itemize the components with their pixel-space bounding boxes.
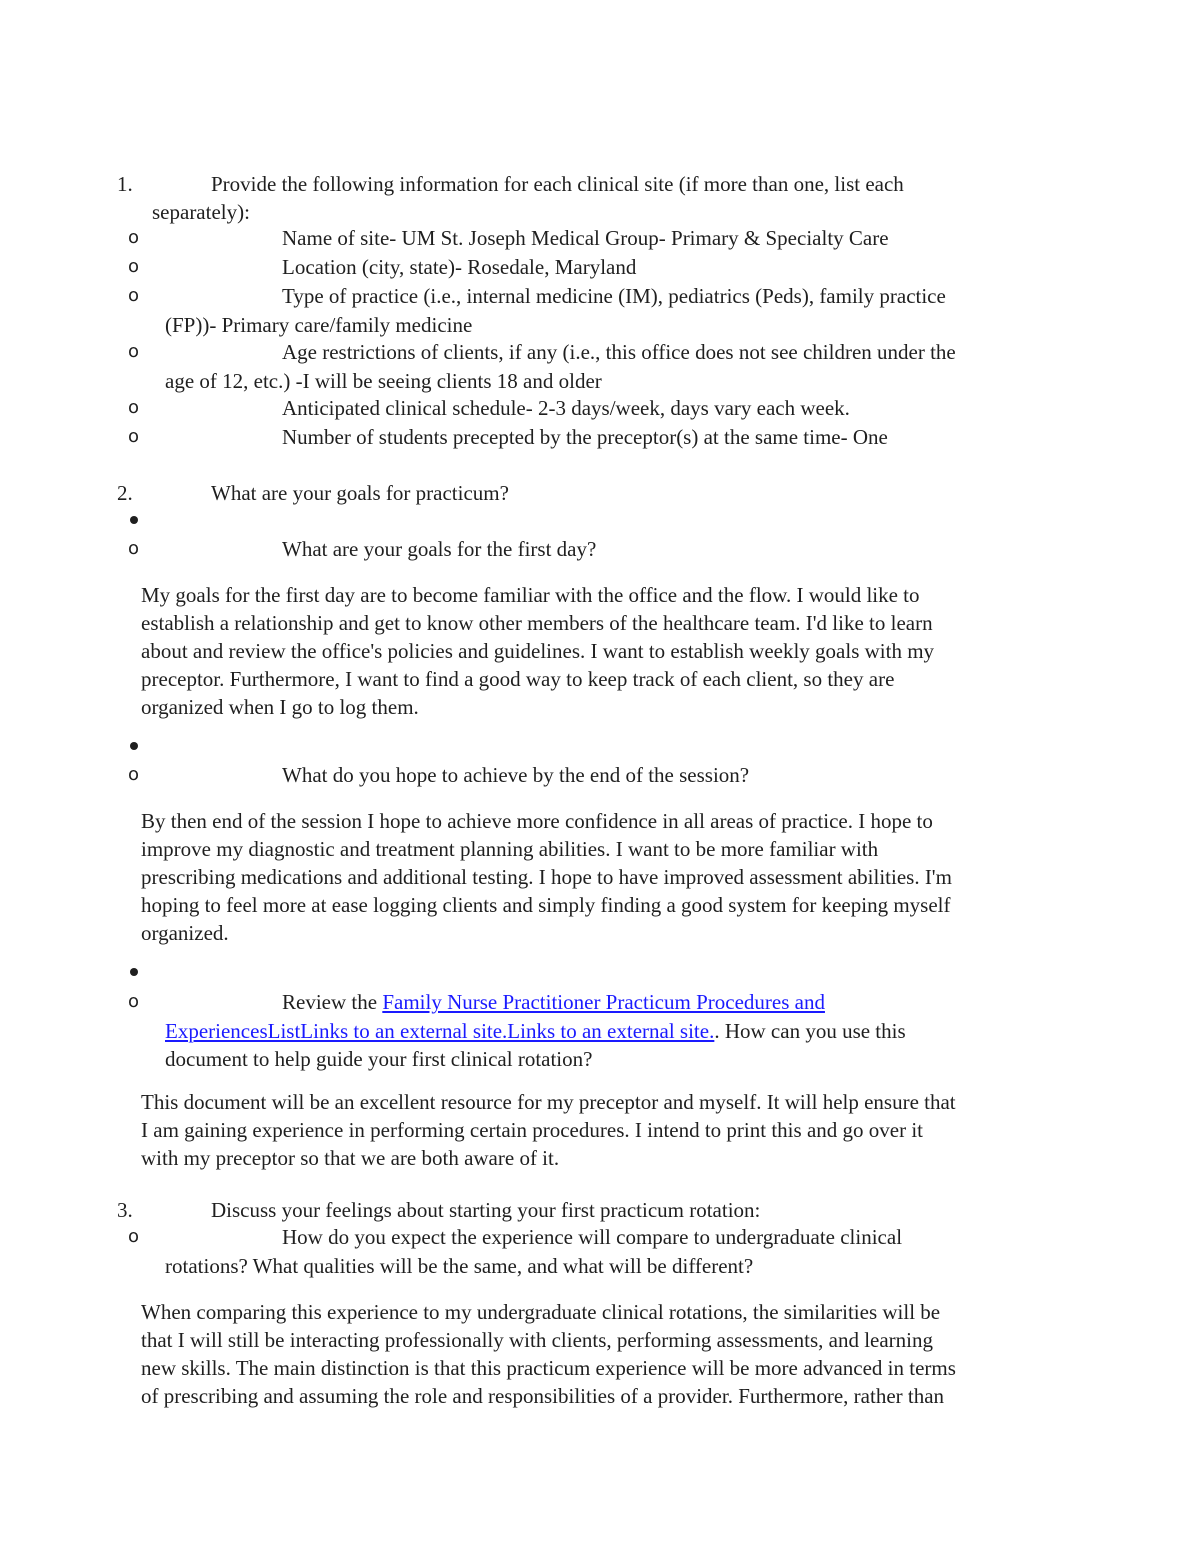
- review-question-line-3: document to help guide your first clinical rotation?: [165, 1047, 593, 1071]
- procedures-list-link-cont[interactable]: ExperiencesListLinks to an external site.Links to an external site.: [165, 1019, 715, 1043]
- hollow-bullet-icon: o: [128, 764, 140, 785]
- section-2-heading: What are your goals for practicum?: [211, 481, 509, 505]
- answer-line: of prescribing and assuming the role and responsibilities of a provider. Furthermore, rather than: [141, 1384, 945, 1408]
- students-text: Number of students precepted by the preceptor(s) at the same time- One: [282, 425, 888, 449]
- section-2-number: 2.: [117, 481, 133, 505]
- review-question-line-1: [282, 988, 1062, 1016]
- hollow-bullet-icon: o: [128, 341, 140, 362]
- section-1-number: 1.: [117, 172, 133, 196]
- review-document-answer: [141, 1088, 1061, 1172]
- section-1-heading-cont: separately):: [152, 200, 250, 224]
- end-session-question-text: What do you hope to achieve by the end of the session?: [282, 763, 750, 787]
- answer-line: that I will still be interacting professionally with clients, performing assessments, and learning: [141, 1328, 933, 1352]
- site-location-text: Location (city, state)- Rosedale, Maryland: [282, 255, 637, 279]
- site-name-text: Name of site- UM St. Joseph Medical Group- Primary & Specialty Care: [282, 226, 889, 250]
- review-prefix: Review the: [282, 990, 383, 1014]
- filled-bullet-icon: [130, 968, 138, 976]
- schedule-text: Anticipated clinical schedule- 2-3 days/week, days vary each week.: [282, 396, 850, 420]
- compare-question-text: How do you expect the experience will compare to undergraduate clinical: [282, 1225, 903, 1249]
- answer-line: organized when I go to log them.: [141, 695, 419, 719]
- answer-line: with my preceptor so that we are both aware of it.: [141, 1146, 560, 1170]
- answer-line: organized.: [141, 921, 229, 945]
- answer-line: establish a relationship and get to know other members of the healthcare team. I'd like to learn: [141, 611, 933, 635]
- answer-line: My goals for the first day are to become familiar with the office and the flow. I would like to: [141, 583, 920, 607]
- hollow-bullet-icon: o: [128, 227, 140, 248]
- hollow-bullet-icon: o: [128, 538, 140, 559]
- section-1-heading: Provide the following information for each clinical site (if more than one, list each: [211, 172, 904, 196]
- section-3-heading: Discuss your feelings about starting your first practicum rotation:: [211, 1198, 761, 1222]
- hollow-bullet-icon: o: [128, 256, 140, 277]
- section-3-number: 3.: [117, 1198, 133, 1222]
- answer-line: I am gaining experience in performing certain procedures. I intend to print this and go over it: [141, 1118, 923, 1142]
- answer-line: new skills. The main distinction is that this practicum experience will be more advanced in terms: [141, 1356, 956, 1380]
- answer-line: When comparing this experience to my undergraduate clinical rotations, the similarities will be: [141, 1300, 941, 1324]
- answer-line: preceptor. Furthermore, I want to find a good way to keep track of each client, so they are: [141, 667, 895, 691]
- compare-answer: [141, 1298, 1061, 1410]
- hollow-bullet-icon: o: [128, 1226, 140, 1247]
- age-restrictions-text-cont: age of 12, etc.) -I will be seeing clients 18 and older: [165, 369, 602, 393]
- filled-bullet-icon: [130, 742, 138, 750]
- end-session-answer: [141, 807, 1061, 947]
- first-day-question-text: What are your goals for the first day?: [282, 537, 597, 561]
- practice-type-text-cont: (FP))- Primary care/family medicine: [165, 313, 473, 337]
- hollow-bullet-icon: o: [128, 426, 140, 447]
- practice-type-text: Type of practice (i.e., internal medicine (IM), pediatrics (Peds), family practice: [282, 284, 946, 308]
- hollow-bullet-icon: o: [128, 285, 140, 306]
- compare-question-text-cont: rotations? What qualities will be the same, and what will be different?: [165, 1254, 754, 1278]
- review-question-line-2: [165, 1017, 1045, 1045]
- hollow-bullet-icon: o: [128, 991, 140, 1012]
- hollow-bullet-icon: o: [128, 397, 140, 418]
- answer-line: about and review the office's policies and guidelines. I want to establish weekly goals with my: [141, 639, 935, 663]
- first-day-answer: [141, 581, 1061, 721]
- procedures-list-link[interactable]: Family Nurse Practitioner Practicum Procedures and: [382, 990, 825, 1014]
- answer-line: prescribing medications and additional testing. I hope to have improved assessment abilities. I'm: [141, 865, 952, 889]
- answer-line: improve my diagnostic and treatment planning abilities. I want to be more familiar with: [141, 837, 879, 861]
- answer-line: This document will be an excellent resource for my preceptor and myself. It will help ensure that: [141, 1090, 956, 1114]
- review-suffix: . How can you use this: [714, 1019, 906, 1043]
- filled-bullet-icon: [130, 516, 138, 524]
- answer-line: By then end of the session I hope to achieve more confidence in all areas of practice. I hope to: [141, 809, 933, 833]
- age-restrictions-text: Age restrictions of clients, if any (i.e., this office does not see children under the: [282, 340, 956, 364]
- answer-line: hoping to feel more at ease logging clients and simply finding a good system for keeping myself: [141, 893, 951, 917]
